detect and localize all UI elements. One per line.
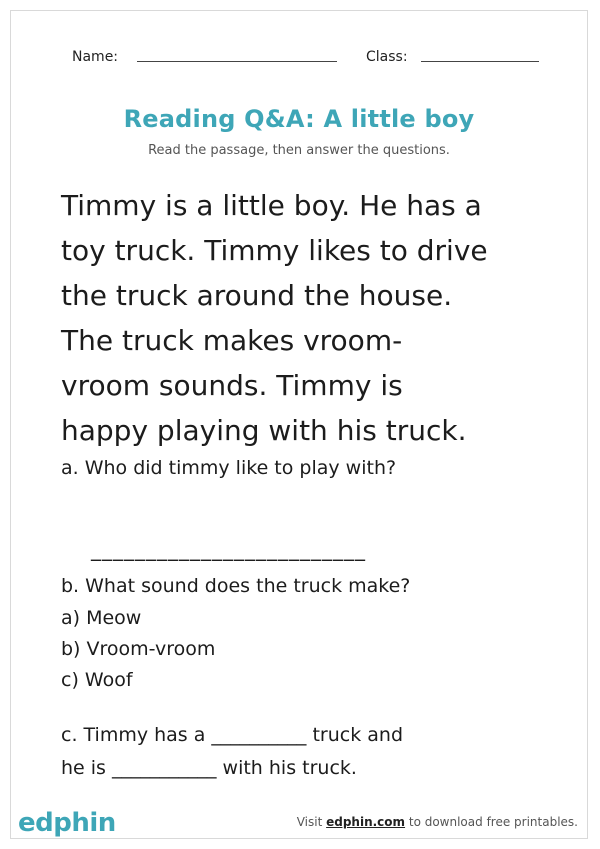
worksheet-page bbox=[10, 10, 588, 839]
passage-line: happy playing with his truck. bbox=[61, 414, 467, 447]
reading-passage bbox=[61, 183, 547, 453]
page-title: Reading Q&A: A little boy bbox=[123, 105, 475, 133]
question-b-option-c[interactable]: c) Woof bbox=[61, 669, 133, 691]
question-b-option-a[interactable]: a) Meow bbox=[61, 607, 142, 629]
footer-note bbox=[297, 815, 578, 829]
class-label: Class: bbox=[366, 49, 408, 65]
question-b: b. What sound does the truck make? bbox=[61, 575, 411, 597]
passage-line: vroom sounds. Timmy is bbox=[61, 369, 403, 402]
passage-line: The truck makes vroom- bbox=[61, 324, 403, 357]
footer-text-after: to download free printables. bbox=[405, 815, 578, 829]
footer-text-before: Visit bbox=[296, 815, 327, 829]
edphin-link[interactable]: edphin.com bbox=[326, 815, 406, 829]
passage-line: Timmy is a little boy. He has a bbox=[61, 189, 482, 222]
name-label: Name: bbox=[72, 49, 119, 65]
name-input-line[interactable] bbox=[137, 61, 337, 62]
passage-line: the truck around the house. bbox=[61, 279, 453, 312]
question-b-option-b[interactable]: b) Vroom-vroom bbox=[61, 638, 216, 660]
question-a-answer-line[interactable]: _________________________ bbox=[91, 537, 366, 561]
edphin-logo: edphin bbox=[18, 808, 116, 838]
question-a: a. Who did timmy like to play with? bbox=[61, 457, 397, 479]
class-input-line[interactable] bbox=[421, 61, 539, 62]
name-class-row bbox=[11, 37, 587, 73]
question-c-line-1: c. Timmy has a __________ truck and bbox=[61, 724, 404, 746]
question-c-line-2: he is ___________ with his truck. bbox=[61, 757, 357, 779]
page-subtitle: Read the passage, then answer the questions. bbox=[148, 143, 450, 158]
passage-line: toy truck. Timmy likes to drive bbox=[61, 234, 488, 267]
